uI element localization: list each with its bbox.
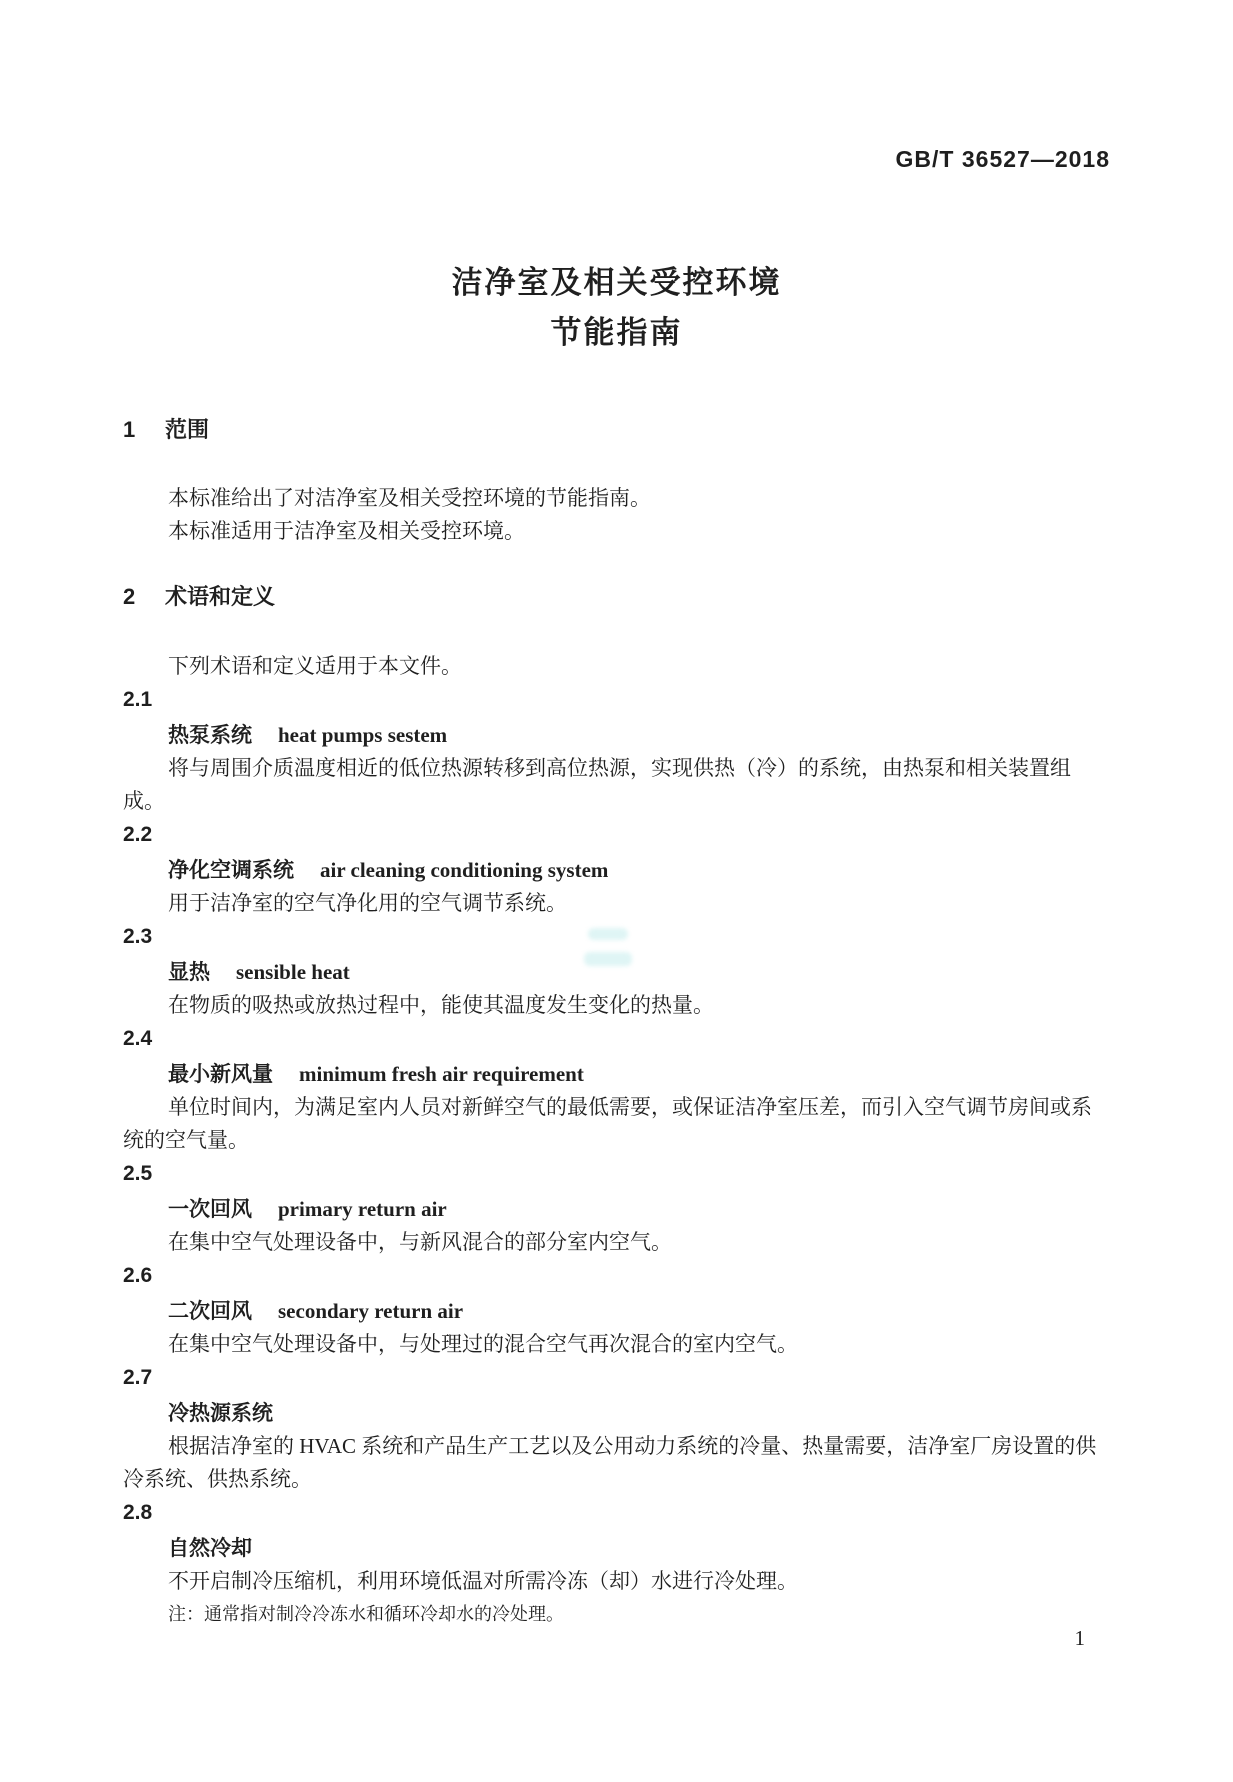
term-id: 2.2 [123, 823, 153, 846]
term-definition: 单位时间内，为满足室内人员对新鲜空气的最低需要，或保证洁净室压差，而引入空气调节房间或系统的空气量。 [123, 1095, 1092, 1152]
term-2-7 [123, 1361, 1110, 1496]
term-id: 2.1 [123, 688, 153, 711]
term-name [123, 719, 1110, 752]
term-2-5 [123, 1157, 1110, 1259]
term-zh: 冷热源系统 [168, 1402, 273, 1425]
scan-smudge [588, 928, 628, 940]
term-2-1 [123, 683, 1110, 818]
terms-intro: 下列术语和定义适用于本文件。 [168, 654, 462, 678]
term-en: primary return air [278, 1197, 447, 1221]
scope-paragraph-2: 本标准适用于洁净室及相关受控环境。 [168, 519, 525, 543]
term-definition: 用于洁净室的空气净化用的空气调节系统。 [168, 891, 567, 915]
term-zh: 净化空调系统 [168, 859, 294, 882]
title-line-2: 节能指南 [550, 315, 683, 350]
standard-number: GB/T 36527—2018 [895, 146, 1110, 172]
term-name [123, 1397, 1110, 1430]
term-name [123, 1193, 1110, 1226]
term-2-2 [123, 818, 1110, 920]
term-zh: 二次回风 [168, 1300, 252, 1323]
term-en: minimum fresh air requirement [299, 1062, 584, 1086]
term-en: secondary return air [278, 1299, 464, 1323]
term-definition: 在物质的吸热或放热过程中，能使其温度发生变化的热量。 [168, 993, 714, 1017]
document-title [123, 258, 1110, 358]
term-id: 2.7 [123, 1366, 153, 1389]
term-zh: 一次回风 [168, 1198, 252, 1221]
term-name [123, 854, 1110, 887]
term-zh: 自然冷却 [168, 1537, 252, 1560]
section-1-number: 1 [123, 417, 136, 442]
term-name [123, 1058, 1110, 1091]
term-zh: 热泵系统 [168, 724, 252, 747]
term-id: 2.6 [123, 1264, 153, 1287]
term-name [123, 1295, 1110, 1328]
title-line-1: 洁净室及相关受控环境 [451, 265, 782, 300]
term-definition: 将与周围介质温度相近的低位热源转移到高位热源，实现供热（冷）的系统，由热泵和相关装置组成。 [123, 756, 1071, 813]
section-2-title: 术语和定义 [165, 584, 276, 609]
page-number: 1 [1074, 1626, 1085, 1650]
term-zh: 显热 [168, 961, 210, 984]
scan-smudge [584, 952, 632, 966]
term-definition: 在集中空气处理设备中，与处理过的混合空气再次混合的室内空气。 [168, 1332, 798, 1356]
term-definition: 不开启制冷压缩机，利用环境低温对所需冷冻（却）水进行冷处理。 [168, 1569, 798, 1593]
section-2-number: 2 [123, 584, 136, 609]
section-1-title: 范围 [165, 417, 210, 442]
section-1-heading [123, 418, 1110, 442]
scope-paragraph-1: 本标准给出了对洁净室及相关受控环境的节能指南。 [168, 486, 651, 510]
term-en: heat pumps sestem [278, 723, 448, 747]
term-2-8 [123, 1496, 1110, 1631]
term-id: 2.4 [123, 1027, 153, 1050]
term-zh: 最小新风量 [168, 1063, 273, 1086]
term-en: air cleaning conditioning system [320, 858, 609, 882]
term-id: 2.5 [123, 1162, 153, 1185]
term-en: sensible heat [236, 960, 350, 984]
term-name [123, 1532, 1110, 1565]
term-id: 2.8 [123, 1501, 153, 1524]
term-definition: 在集中空气处理设备中，与新风混合的部分室内空气。 [168, 1230, 672, 1254]
term-note: 注：通常指对制冷冷冻水和循环冷却水的冷处理。 [168, 1604, 564, 1624]
term-id: 2.3 [123, 925, 153, 948]
section-2-heading [123, 585, 1110, 609]
term-2-4 [123, 1022, 1110, 1157]
term-2-6 [123, 1259, 1110, 1361]
term-definition: 根据洁净室的 HVAC 系统和产品生产工艺以及公用动力系统的冷量、热量需要，洁净室厂房设置的供冷系统、供热系统。 [123, 1434, 1097, 1491]
